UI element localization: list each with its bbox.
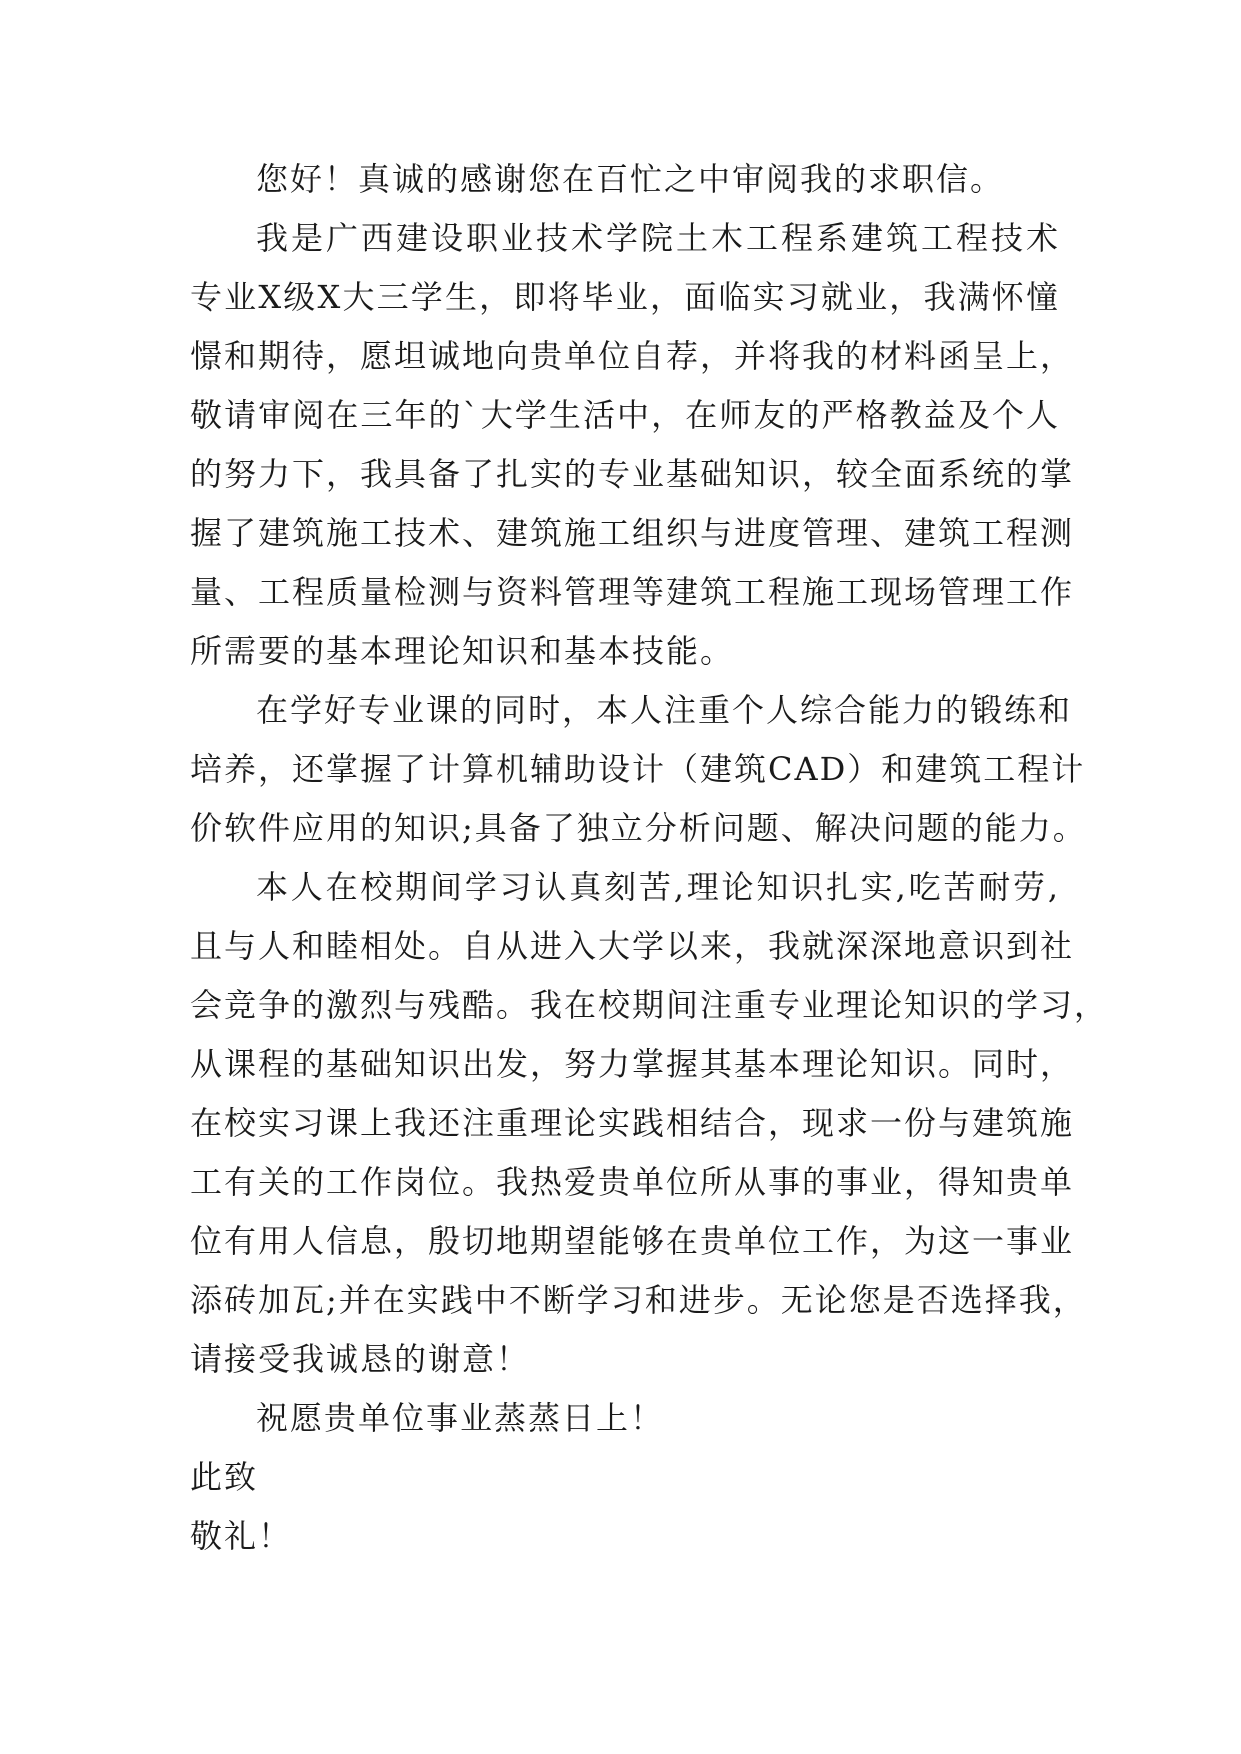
paragraph-line: 专业X级X大三学生，即将毕业，面临实习就业，我满怀憧: [190, 278, 1060, 316]
paragraph-line: 的努力下，我具备了扎实的专业基础知识，较全面系统的掌: [190, 455, 1075, 493]
paragraph-line: 请接受我诚恳的谢意！: [190, 1340, 531, 1378]
paragraph-line: 敬请审阅在三年的`大学生活中，在师友的严格教益及个人: [190, 396, 1060, 434]
paragraph-line: 价软件应用的知识;具备了独立分析问题、解决问题的能力。: [190, 809, 1087, 847]
paragraph-line: 在学好专业课的同时，本人注重个人综合能力的锻练和: [256, 691, 1073, 729]
paragraph-line: 培养，还掌握了计算机辅助设计（建筑CAD）和建筑工程计: [190, 750, 1086, 788]
paragraph-line: 在校实习课上我还注重理论实践相结合，现求一份与建筑施: [190, 1104, 1075, 1142]
wishes-line: 祝愿贵单位事业蒸蒸日上！: [256, 1399, 665, 1437]
paragraph-line: 添砖加瓦;并在实践中不断学习和进步。无论您是否选择我，: [190, 1281, 1087, 1319]
paragraph-line: 量、工程质量检测与资料管理等建筑工程施工现场管理工作: [190, 573, 1075, 611]
paragraph-line: 会竞争的激烈与残酷。我在校期间注重专业理论知识的学习，: [190, 986, 1109, 1024]
paragraph-line: 且与人和睦相处。自从进入大学以来，我就深深地意识到社: [190, 927, 1075, 965]
paragraph-line: 憬和期待，愿坦诚地向贵单位自荐，并将我的材料函呈上，: [190, 337, 1075, 375]
paragraph-line: 所需要的基本理论知识和基本技能。: [190, 632, 735, 670]
paragraph-line: 本人在校期间学习认真刻苦,理论知识扎实,吃苦耐劳,: [256, 868, 1060, 906]
letter-body: [190, 150, 1109, 1566]
paragraph-line: 我是广西建设职业技术学院土木工程系建筑工程技术: [256, 219, 1060, 257]
closing-salutation: 此致: [190, 1458, 259, 1496]
paragraph-line: 位有用人信息，殷切地期望能够在贵单位工作，为这一事业: [190, 1222, 1075, 1260]
paragraph-line: 工有关的工作岗位。我热爱贵单位所从事的事业，得知贵单: [190, 1163, 1075, 1201]
paragraph-line: 从课程的基础知识出发，努力掌握其基本理论知识。同时，: [190, 1045, 1075, 1083]
greeting-line: 您好！真诚的感谢您在百忙之中审阅我的求职信。: [256, 160, 1005, 198]
paragraph-line: 握了建筑施工技术、建筑施工组织与进度管理、建筑工程测: [190, 514, 1075, 552]
closing-regards: 敬礼！: [190, 1517, 293, 1555]
